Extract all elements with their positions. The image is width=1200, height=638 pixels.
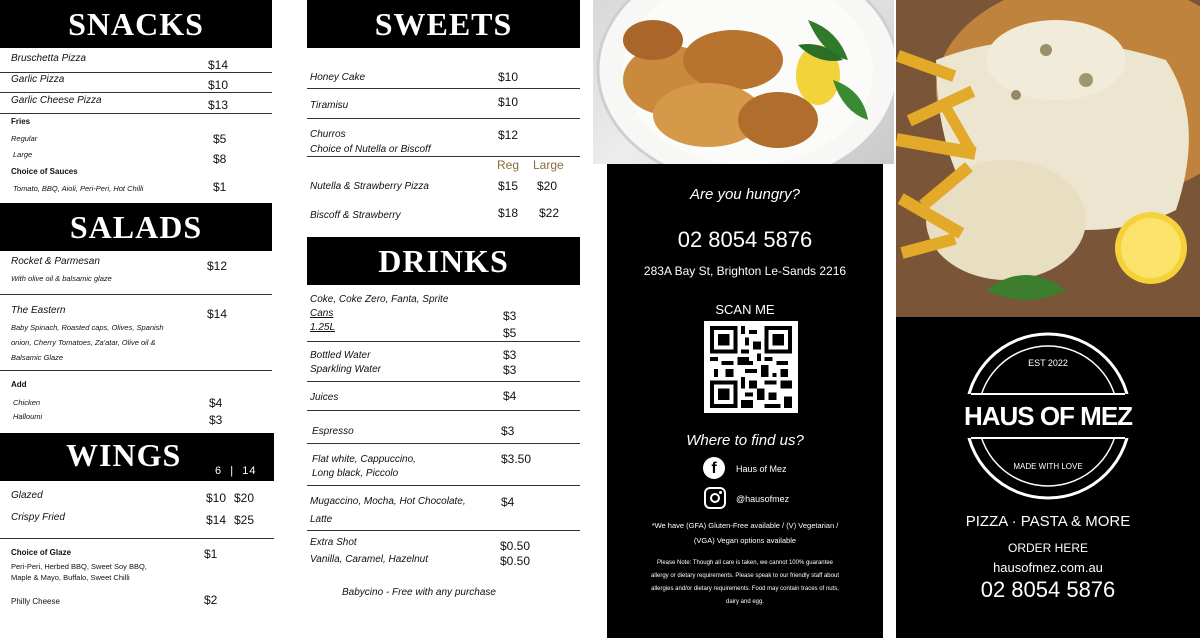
menu-item-name: Philly Cheese bbox=[11, 597, 60, 606]
divider bbox=[0, 92, 272, 93]
divider bbox=[307, 410, 580, 411]
menu-item-price: $3.50 bbox=[501, 452, 532, 466]
glaze-list: Peri-Peri, Herbed BBQ, Sweet Soy BBQ, bbox=[11, 562, 147, 571]
menu-item-price: $3 bbox=[503, 348, 517, 362]
menu-item-name: Bruschetta Pizza bbox=[11, 53, 87, 64]
divider bbox=[0, 72, 272, 73]
menu-item-price: $15 bbox=[498, 179, 519, 193]
menu-item-price: $4 bbox=[209, 396, 223, 410]
menu-item-name: Sparkling Water bbox=[310, 364, 381, 375]
instagram-icon[interactable] bbox=[704, 487, 726, 509]
menu-item-name: Rocket & Parmesan bbox=[11, 256, 100, 267]
sauces-list: Tomato, BBQ, Aioli, Peri-Peri, Hot Chilli bbox=[13, 184, 144, 193]
info-panel bbox=[607, 164, 883, 638]
info-address: 283A Bay St, Brighton Le-Sands 2216 bbox=[643, 264, 847, 278]
menu-item-name: Long black, Piccolo bbox=[312, 468, 399, 479]
sauces-label: Choice of Sauces bbox=[11, 167, 78, 176]
menu-item-price: $3 bbox=[503, 363, 517, 377]
menu-item-price: $1 bbox=[213, 180, 227, 194]
menu-item-name: Garlic Cheese Pizza bbox=[11, 95, 102, 106]
divider bbox=[307, 156, 580, 157]
menu-item-name: Tiramisu bbox=[310, 100, 349, 111]
divider bbox=[307, 341, 580, 342]
instagram-handle[interactable]: @hausofmez bbox=[736, 494, 790, 504]
menu-item-price: $0.50 bbox=[500, 539, 531, 553]
allergy-note: dairy and egg. bbox=[725, 599, 765, 605]
divider bbox=[0, 538, 274, 539]
menu-item-price: $3 bbox=[209, 413, 223, 427]
menu-item-desc: Balsamic Glaze bbox=[11, 353, 64, 362]
menu-item-price: $10 bbox=[498, 95, 519, 109]
brand-phone[interactable]: 02 8054 5876 bbox=[980, 577, 1116, 602]
schnitzel-photo-art bbox=[896, 0, 1200, 317]
wings-photo bbox=[593, 0, 894, 164]
menu-item-name: 1.25L bbox=[310, 322, 336, 333]
menu-item-price: $18 bbox=[498, 206, 519, 220]
menu-item-price: $5 bbox=[503, 326, 517, 340]
menu-item-price: $10 bbox=[208, 78, 229, 92]
allergy-note: allergies and/or dietary requirements. Food may contain traces of nuts, bbox=[651, 586, 839, 592]
menu-item-price: $4 bbox=[501, 495, 515, 509]
allergy-note: allergy or dietary requirements. Please speak to our friendly staff about bbox=[651, 573, 839, 579]
menu-item-price: $1 bbox=[204, 547, 218, 561]
order-label: ORDER HERE bbox=[1007, 541, 1088, 555]
menu-item-price: $13 bbox=[208, 98, 229, 112]
add-label: Add bbox=[11, 380, 27, 389]
menu-item-name: Halloumi bbox=[13, 412, 43, 421]
logo-made: MADE WITH LOVE bbox=[1013, 462, 1083, 471]
divider bbox=[307, 381, 580, 382]
divider bbox=[307, 443, 580, 444]
menu-item-name: Mugaccino, Mocha, Hot Chocolate, bbox=[310, 496, 466, 507]
menu-item-price: $20 bbox=[234, 491, 255, 505]
menu-item-desc: Choice of Nutella or Biscoff bbox=[310, 144, 431, 155]
menu-item-price: $2 bbox=[204, 593, 218, 607]
menu-item-desc: Baby Spinach, Roasted caps, Olives, Spanish bbox=[11, 323, 164, 332]
reg-label: Reg bbox=[497, 158, 520, 172]
menu-item-name: Nutella & Strawberry Pizza bbox=[310, 181, 429, 192]
scan-label: SCAN ME bbox=[715, 302, 775, 317]
wings-header bbox=[0, 433, 274, 481]
divider bbox=[307, 118, 580, 119]
menu-item-name: Espresso bbox=[312, 426, 354, 437]
divider bbox=[307, 88, 580, 89]
menu-item-name: Crispy Fried bbox=[11, 512, 65, 523]
menu-item-desc: onion, Cherry Tomatoes, Za'atar, Olive oil & bbox=[11, 338, 156, 347]
menu-item-price: $12 bbox=[498, 128, 519, 142]
allergy-note: Please Note: Though all care is taken, we cannot 100% guarantee bbox=[656, 560, 833, 566]
menu-item-price: $25 bbox=[234, 513, 255, 527]
website-link[interactable]: hausofmez.com.au bbox=[993, 560, 1103, 575]
menu-item-price: $5 bbox=[213, 132, 227, 146]
menu-item-name: Biscoff & Strawberry bbox=[310, 210, 401, 221]
menu-item-price: $14 bbox=[206, 513, 227, 527]
facebook-handle[interactable]: Haus of Mez bbox=[736, 464, 787, 474]
menu-item-name: Coke, Coke Zero, Fanta, Sprite bbox=[310, 294, 449, 305]
info-phone[interactable]: 02 8054 5876 bbox=[677, 227, 813, 252]
divider bbox=[307, 485, 580, 486]
wings-sizes: 6 | 14 bbox=[215, 465, 257, 477]
menu-item-name: Juices bbox=[310, 392, 339, 403]
find-heading: Where to find us? bbox=[686, 432, 804, 449]
wings-title: WINGS bbox=[66, 437, 182, 473]
drinks-header: DRINKS bbox=[307, 237, 580, 285]
menu-item-price: $22 bbox=[539, 206, 560, 220]
menu-item-name: Glazed bbox=[11, 490, 43, 501]
logo-name: HAUS OF MEZ bbox=[963, 401, 1133, 431]
menu-item-name: Chicken bbox=[13, 398, 41, 407]
wings-photo-art bbox=[593, 0, 894, 164]
glaze-list: Maple & Mayo, Buffalo, Sweet Chilli bbox=[11, 573, 130, 582]
menu-item-desc: With olive oil & balsamic glaze bbox=[11, 274, 112, 283]
menu-item-price: $8 bbox=[213, 152, 227, 166]
diet-note: *We have (GFA) Gluten-Free available / (V) Vegetarian / bbox=[651, 521, 839, 530]
sweets-header: SWEETS bbox=[307, 0, 580, 48]
menu-item-name: Bottled Water bbox=[310, 350, 371, 361]
menu-item-name: Regular bbox=[11, 134, 38, 143]
menu-item-price: $4 bbox=[503, 389, 517, 403]
qr-code[interactable] bbox=[704, 321, 798, 413]
divider bbox=[0, 294, 272, 295]
menu-item-price: $14 bbox=[208, 58, 229, 72]
menu-item-price: $14 bbox=[207, 307, 228, 321]
menu-item-name: Extra Shot bbox=[310, 537, 357, 548]
menu-item-price: $0.50 bbox=[500, 554, 531, 568]
brand-logo bbox=[963, 331, 1133, 501]
qr-code-art bbox=[709, 326, 793, 408]
glaze-label: Choice of Glaze bbox=[11, 548, 72, 557]
divider bbox=[0, 113, 272, 114]
menu-item-name: Large bbox=[13, 150, 33, 159]
large-label: Large bbox=[533, 158, 564, 172]
menu-item-name: Cans bbox=[310, 308, 334, 319]
menu-item-name: Honey Cake bbox=[310, 72, 366, 83]
menu-item-name: Vanilla, Caramel, Hazelnut bbox=[310, 554, 429, 565]
menu-item-name: Latte bbox=[310, 514, 333, 525]
menu-item-name: Churros bbox=[310, 129, 346, 140]
menu-item-price: $12 bbox=[207, 259, 228, 273]
menu-item-price: $10 bbox=[206, 491, 227, 505]
babycino-note: Babycino - Free with any purchase bbox=[342, 587, 496, 598]
facebook-icon[interactable]: f bbox=[703, 457, 725, 479]
schnitzel-photo bbox=[896, 0, 1200, 317]
salads-header: SALADS bbox=[0, 203, 272, 251]
snacks-header: SNACKS bbox=[0, 0, 272, 48]
logo-est: EST 2022 bbox=[1028, 358, 1068, 368]
fries-label: Fries bbox=[11, 117, 31, 126]
menu-item-name: Flat white, Cappuccino, bbox=[312, 454, 416, 465]
menu-item-name: The Eastern bbox=[11, 305, 66, 316]
menu-item-price: $3 bbox=[501, 424, 515, 438]
menu-item-price: $3 bbox=[503, 309, 517, 323]
diet-note: (VGA) Vegan options available bbox=[693, 536, 797, 545]
brand-panel bbox=[896, 317, 1200, 638]
hungry-heading: Are you hungry? bbox=[689, 186, 801, 203]
divider bbox=[0, 370, 272, 371]
brand-tagline: PIZZA · PASTA & MORE bbox=[965, 513, 1131, 530]
menu-item-price: $10 bbox=[498, 70, 519, 84]
menu-item-price: $20 bbox=[537, 179, 558, 193]
menu-item-name: Garlic Pizza bbox=[11, 74, 65, 85]
divider bbox=[307, 530, 580, 531]
